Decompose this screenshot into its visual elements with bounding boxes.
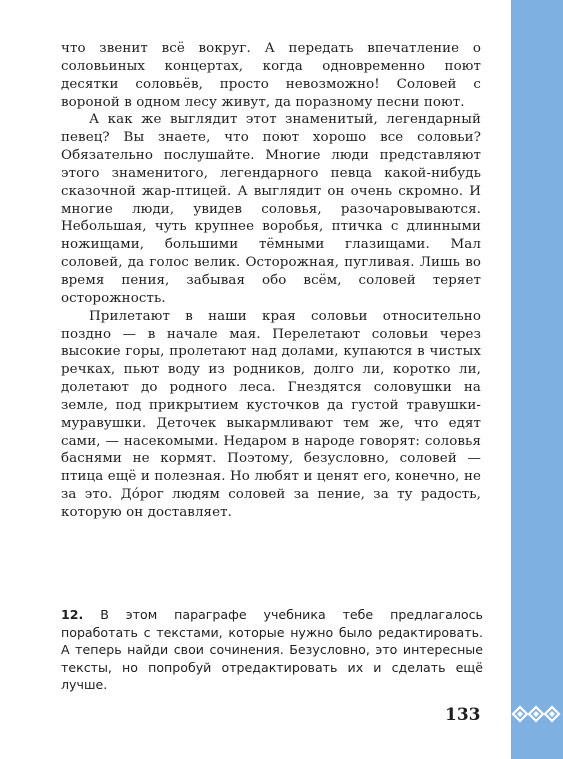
task-text: В этом параграфе учебника тебе предлагалось поработать с текстами, которые нужно было редактировать. А теперь найди свои сочинения. Безусловно, это интересные тексты, но попробуй отредактировать их и сделать ещё лучше.: [61, 607, 483, 692]
main-text: [61, 40, 481, 522]
side-color-strip: [511, 0, 563, 759]
paragraph-1: что звенит всё вокруг. А передать впечатление о соловьиных концертах, когда одновременно поют десятки соловьёв, просто невозможно! Соловей с вороной в одном лесу живут, да поразному песни поют.: [61, 41, 481, 110]
task-number: 12.: [61, 607, 84, 622]
decorative-ornament-icon: [511, 704, 563, 724]
paragraph-2: А как же выглядит этот знаменитый, легендарный певец? Вы знаете, что поют хорошо все соловьи? Обязательно послушайте. Многие люди представляют этого знаменитого, легендарного певца какой-нибудь сказочной жар-птицей. А выглядит он очень скромно. И многие люди, увидев соловья, разочаровываются. Небольшая, чуть крупнее воробья, птичка с длинными ножищами, большими тёмными глазищами. Мал соловей, да голос велик. Осторожная, пугливая. Лишь во время пения, забывая обо всём, соловей теряет осторожность.: [61, 112, 481, 306]
page-number: 133: [445, 705, 481, 725]
paragraph-3: Прилетают в наши края соловьи относительно поздно — в начале мая. Перелетают соловьи через высокие горы, пролетают над долами, купаются в чистых речках, пьют воду из родников, долго ли, коротко ли, долетают до родного леса. Гнездятся соловушки на земле, под прикрытием кусточков да густой травушки-муравушки. Деточек выкармливают тем же, что едят сами, — насекомыми. Недаром в народе говорят: соловья баснями не кормят. Поэтому, безусловно, соловей — птица ещё и полезная. Но любят и ценят его, конечно, не за это. Дóрог людям соловей за пение, за ту радость, которую он доставляет.: [61, 308, 481, 520]
task-12: [61, 606, 483, 694]
